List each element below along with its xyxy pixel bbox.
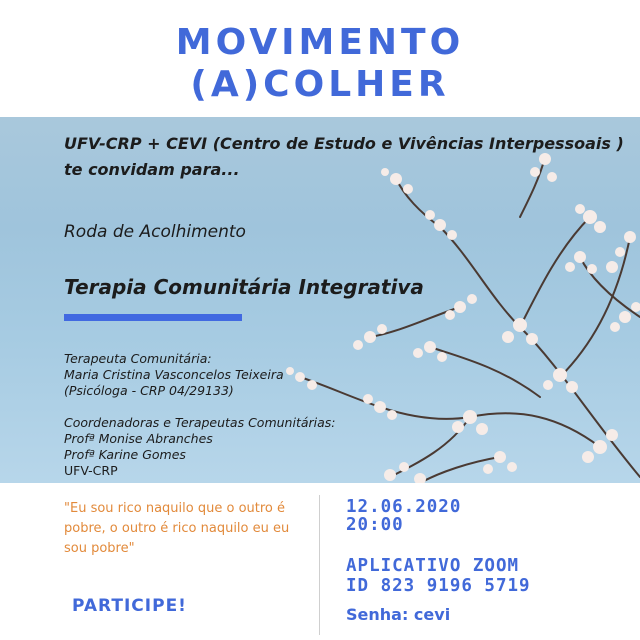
poster-title-line2: (A)COLHER [190,64,450,105]
participate-cta: PARTICIPE! [72,596,187,616]
coordinators-label: Coordenadoras e Terapeutas Comunitárias: [64,415,336,430]
meeting-password: Senha: cevi [346,605,451,624]
event-type: Roda de Acolhimento [64,222,246,242]
event-date: 12.06.2020 [346,497,462,517]
coordinator-item: Profª Karine Gomes [64,447,186,462]
quote-text: "Eu sou rico naquilo que o outro é pobre, o outro é rico naquilo eu eu sou pobre" [64,501,290,556]
event-time: 20:00 [346,515,404,535]
event-name: Terapia Comunitária Integrativa [64,275,424,299]
meeting-id: ID 823 9196 5719 [346,576,531,596]
therapist-label: Terapeuta Comunitária: [64,351,212,366]
invite-line1: UFV-CRP + CEVI (Centro de Estudo e Vivências Interpessoais ) [64,134,624,153]
coordinator-item: Profª Monise Abranches [64,431,213,446]
accent-underline [64,314,242,321]
meeting-app: APLICATIVO ZOOM [346,556,520,576]
therapist-credential: (Psicóloga - CRP 04/29133) [64,383,234,398]
therapist-name: Maria Cristina Vasconcelos Teixeira [64,367,284,382]
coordinator-item: UFV-CRP [64,463,118,478]
invite-line2: te convidam para... [64,160,240,179]
vertical-divider [319,495,320,635]
poster-title-line1: MOVIMENTO [175,22,465,63]
